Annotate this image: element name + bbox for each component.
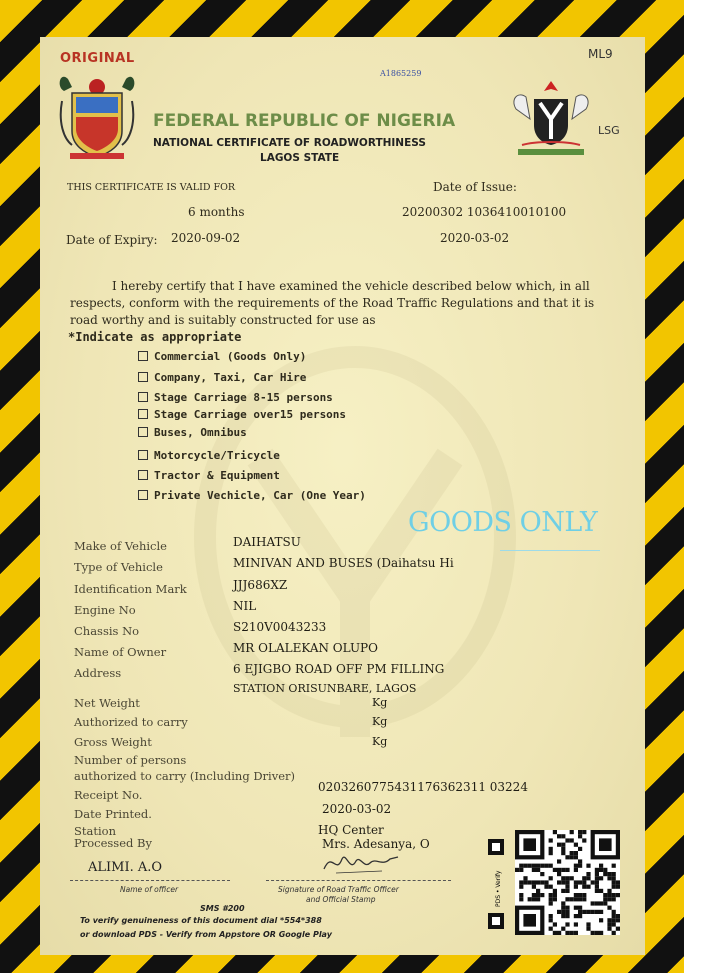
checkbox-icon: [138, 450, 148, 460]
lagos-state-crest-icon: [58, 73, 136, 161]
gross-weight-unit: Kg: [372, 735, 388, 748]
checkbox-icon: [138, 470, 148, 480]
issue-reference: 20200302 1036410010100: [402, 205, 567, 219]
type-label: Type of Vehicle: [74, 560, 163, 574]
indicate-label: *Indicate as appropriate: [68, 330, 242, 344]
persons-label-line2: authorized to carry (Including Driver): [74, 769, 296, 783]
receipt-value: 0203260775431176362311 03224: [318, 780, 528, 794]
make-label: Make of Vehicle: [74, 539, 167, 553]
processed-by-label: Processed By: [74, 836, 152, 850]
chassis-label: Chassis No: [74, 624, 140, 638]
valid-for-value: 6 months: [188, 205, 245, 219]
chassis-value: S210V0043233: [233, 620, 327, 634]
engine-value: NIL: [233, 599, 257, 613]
category-option[interactable]: Stage Carriage over15 persons: [138, 408, 346, 421]
address-value: 6 EJIGBO ROAD OFF PM FILLING: [233, 662, 445, 676]
address-label: Address: [74, 666, 122, 680]
verify-instructions-line2: or download PDS - Verify from Appstore OR Google Play: [80, 930, 332, 939]
officer-sign-line: [70, 880, 230, 881]
original-label: ORIGINAL: [60, 51, 135, 66]
net-weight-label: Net Weight: [74, 696, 140, 710]
category-option[interactable]: Tractor & Equipment: [138, 469, 280, 482]
date-printed-label: Date Printed.: [74, 807, 152, 821]
issue-label: Date of Issue:: [433, 180, 517, 194]
goods-only-stamp: GOODS ONLY: [408, 507, 598, 538]
authorized-label: Authorized to carry: [74, 715, 188, 729]
stamp-underline: [500, 550, 600, 551]
checkbox-icon: [138, 351, 148, 361]
qr-code: [515, 830, 620, 935]
officer-name: ALIMI. A.O: [88, 860, 163, 875]
sms-code: SMS #200: [200, 904, 245, 913]
rto-caption-line2: and Official Stamp: [306, 895, 376, 904]
address-value-line2: STATION ORISUNBARE, LAGOS: [233, 682, 417, 695]
nigeria-coat-of-arms-icon: [508, 79, 594, 157]
type-value: MINIVAN AND BUSES (Daihatsu Hi: [233, 556, 454, 570]
qr-side-label: PDS • Verify: [495, 870, 502, 907]
rto-sign-line: [266, 880, 451, 881]
category-option[interactable]: Buses, Omnibus: [138, 426, 247, 439]
expiry-label: Date of Expiry:: [66, 233, 158, 247]
id-mark-value: JJJ686XZ: [233, 578, 288, 592]
net-weight-unit: Kg: [372, 696, 388, 709]
pds-verify-strip: [484, 837, 508, 932]
category-option[interactable]: Stage Carriage 8-15 persons: [138, 391, 333, 404]
checkbox-icon: [138, 392, 148, 402]
page-margin: [684, 0, 720, 973]
checkbox-icon: [138, 372, 148, 382]
signature-mark: [322, 847, 402, 877]
owner-value: MR OLALEKAN OLUPO: [233, 641, 378, 655]
certificate-title: FEDERAL REPUBLIC OF NIGERIA: [153, 111, 456, 131]
officer-signatory: Mrs. Adesanya, O: [322, 837, 430, 851]
category-option[interactable]: Private Vechicle, Car (One Year): [138, 489, 366, 502]
station-label: Station: [74, 824, 116, 838]
persons-label: Number of persons: [74, 753, 187, 767]
expiry-value: 2020-09-02: [171, 231, 241, 245]
category-option[interactable]: Commercial (Goods Only): [138, 350, 306, 363]
authorized-unit: Kg: [372, 715, 388, 728]
serial-number: A1865259: [380, 69, 422, 78]
category-option[interactable]: Motorcycle/Tricycle: [138, 449, 280, 462]
receipt-label: Receipt No.: [74, 788, 143, 802]
make-value: DAIHATSU: [233, 535, 301, 549]
checkbox-icon: [138, 427, 148, 437]
rto-caption: Signature of Road Traffic Officer: [278, 885, 399, 894]
station-value: HQ Center: [318, 823, 384, 837]
verify-instructions: To verify genuineness of this document dial *554*388: [80, 916, 322, 925]
form-number: ML9: [588, 47, 613, 61]
gross-weight-label: Gross Weight: [74, 735, 152, 749]
officer-name-caption: Name of officer: [120, 885, 179, 894]
certificate-subtitle: NATIONAL CERTIFICATE OF ROADWORTHINESS: [153, 137, 426, 149]
certification-statement: I hereby certify that I have examined the vehicle described below which, in all respects, conform with the requirements of the Road Traffic Regulations and that it is road worthy and is suitably constructed for use as: [70, 279, 595, 327]
checkbox-icon: [138, 490, 148, 500]
owner-label: Name of Owner: [74, 645, 167, 659]
state-name: LAGOS STATE: [260, 152, 340, 164]
id-mark-label: Identification Mark: [74, 582, 187, 596]
date-printed-value: 2020-03-02: [322, 802, 392, 816]
lsg-label: LSG: [598, 124, 620, 137]
checkbox-icon: [138, 409, 148, 419]
engine-label: Engine No: [74, 603, 136, 617]
issue-date: 2020-03-02: [440, 231, 510, 245]
category-option[interactable]: Company, Taxi, Car Hire: [138, 371, 306, 384]
roadworthiness-certificate: [40, 37, 645, 955]
valid-for-label: THIS CERTIFICATE IS VALID FOR: [67, 182, 236, 193]
